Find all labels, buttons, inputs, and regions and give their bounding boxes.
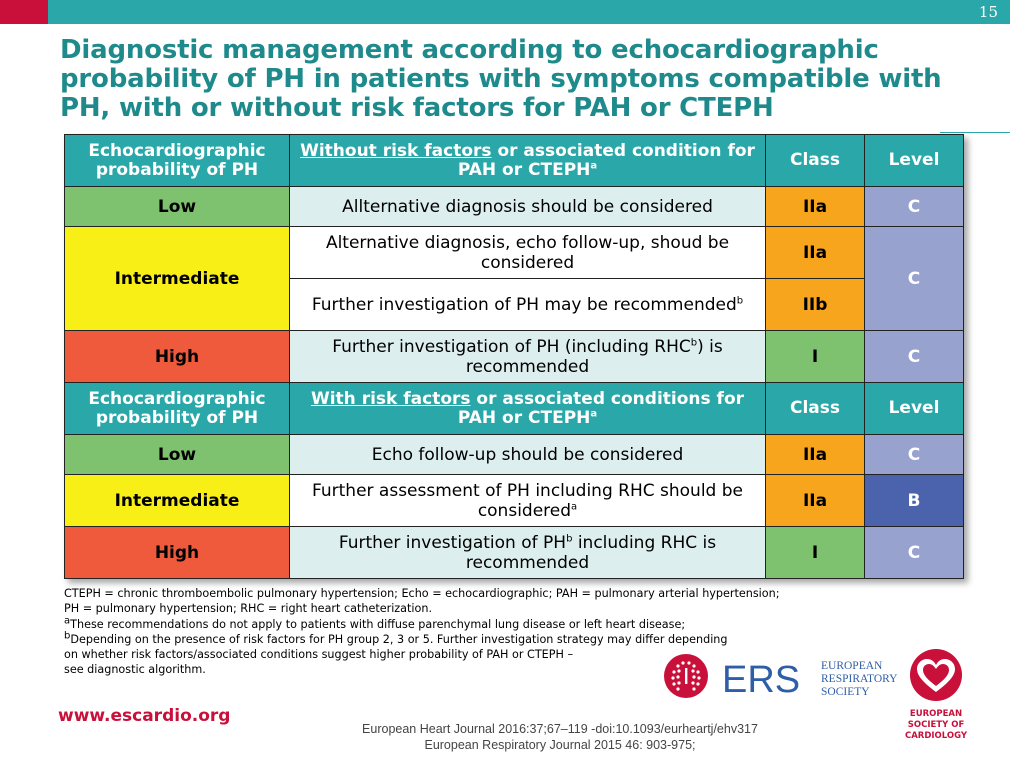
recommendation-sup: b [736, 294, 744, 306]
table2-header-level: Level [865, 383, 964, 435]
table1-header-probability: Echocardiographic probability of PH [65, 135, 290, 187]
table2-row-intermediate [65, 475, 964, 527]
ers-name-line2: RESPIRATORY [821, 673, 898, 685]
table2-row-low [65, 435, 964, 475]
recommendation-text: Further investigation of PH may be recommended [311, 294, 737, 315]
table2-header-row [65, 383, 964, 435]
table2-header-class: Class [766, 383, 865, 435]
table2-header-sup: a [590, 407, 598, 419]
level-cell: B [865, 475, 964, 527]
probability-cell-high: High [65, 331, 290, 383]
footnote-abbreviations-1: CTEPH = chronic thromboembolic pulmonary hypertension; Echo = echocardiographic; PAH = pulmonary arterial hypertension; [64, 587, 780, 600]
table2-header-underlined: With risk factors [310, 388, 471, 409]
footnote-a [64, 614, 894, 632]
level-cell: C [865, 527, 964, 579]
footnote-abbreviations-2: PH = pulmonary hypertension; RHC = right heart catheterization. [64, 602, 433, 616]
table1-header-level: Level [865, 135, 964, 187]
ers-abbrev: ERS [722, 659, 801, 701]
class-cell: IIa [766, 227, 865, 279]
recommendation-cell [290, 279, 766, 331]
probability-cell-intermediate: Intermediate [65, 227, 290, 331]
footnote-b-mark: b [64, 630, 71, 642]
slide-number: 15 [978, 3, 998, 21]
recommendation-cell [290, 475, 766, 527]
class-cell: I [766, 527, 865, 579]
top-bar-accent [0, 0, 48, 24]
table2-header-recommendation [290, 383, 766, 435]
recommendation-sup: a [571, 500, 578, 512]
esc-name-line3: CARDIOLOGY [904, 731, 968, 741]
recommendation-cell [290, 331, 766, 383]
footnote-a-text: These recommendations do not apply to patients with diffuse parenchymal lung disease or left heart disease; [70, 617, 686, 631]
table2-header-rest: or associated conditions for PAH or CTEPH [457, 388, 745, 428]
table1-row-intermediate-1 [65, 227, 964, 279]
recommendation-sup: b [566, 532, 573, 544]
recommendation-sup: b [690, 336, 698, 348]
class-cell: IIb [766, 279, 865, 331]
table1-header-underlined: Without risk factors [300, 140, 492, 161]
level-cell: C [865, 227, 964, 331]
table1-header-row [65, 135, 964, 187]
ers-logo [664, 654, 906, 704]
journal-citation-2: European Respiratory Journal 2015 46: 903-975; [424, 738, 696, 752]
ers-name-line1: EUROPEAN [821, 660, 883, 672]
recommendation-cell [290, 527, 766, 579]
class-cell: IIa [766, 187, 865, 227]
footnote-b-text-1: Depending on the presence of risk factors for PH group 2, 3 or 5. Further investigation strategy may differ depending [70, 632, 728, 646]
top-bar [0, 0, 1010, 24]
esc-name-line2: SOCIETY OF [907, 720, 965, 730]
footnote-b-line-3: see diagnostic algorithm. [64, 663, 206, 677]
recommendation-text-post: ) is recommended [465, 336, 723, 377]
title-divider [940, 132, 1010, 133]
table1-row-low [65, 187, 964, 227]
table1-header-sup: a [590, 159, 598, 171]
esc-logo [902, 648, 972, 758]
journal-citation-1: European Heart Journal 2016:37;67–119 -doi:10.1093/eurheartj/ehv317 [362, 722, 758, 736]
recommendation-cell: Alternative diagnosis, echo follow-up, shoud be considered [290, 227, 766, 279]
table1-header-class: Class [766, 135, 865, 187]
class-cell: IIa [766, 475, 865, 527]
website-link[interactable]: www.escardio.org [58, 706, 231, 726]
esc-name-line1: EUROPEAN [909, 709, 963, 719]
probability-cell-high: High [65, 527, 290, 579]
table2-header-probability: Echocardiographic probability of PH [65, 383, 290, 435]
probability-cell-low: Low [65, 187, 290, 227]
level-cell: C [865, 187, 964, 227]
recommendation-text-pre: Further investigation of PH (including RHC [332, 336, 691, 357]
recommendation-text: Further assessment of PH including RHC should be considered [312, 480, 743, 521]
class-cell: IIa [766, 435, 865, 475]
recommendation-cell: Echo follow-up should be considered [290, 435, 766, 475]
probability-cell-low: Low [65, 435, 290, 475]
table2-row-high [65, 527, 964, 579]
class-cell: I [766, 331, 865, 383]
footnote-a-mark: a [64, 614, 71, 626]
probability-cell-intermediate: Intermediate [65, 475, 290, 527]
recommendations-table [64, 134, 964, 579]
table1-header-rest: or associated condition for PAH or CTEPH [457, 140, 755, 180]
recommendation-text-pre: Further investigation of PH [338, 532, 567, 553]
footnote-b-line-2: on whether risk factors/associated conditions suggest higher probability of PAH or CTEPH – [64, 648, 574, 662]
slide-title: Diagnostic management according to echocardiographic probability of PH in patients with symptoms compatible with PH, with or without risk factors for PAH or CTEPH [60, 35, 942, 123]
level-cell: C [865, 435, 964, 475]
table1-header-recommendation [290, 135, 766, 187]
recommendation-text-post: including RHC is recommended [465, 532, 717, 573]
table1-row-high [65, 331, 964, 383]
recommendation-cell: Allternative diagnosis should be considered [290, 187, 766, 227]
footnote-b [64, 632, 894, 647]
level-cell: C [865, 331, 964, 383]
ers-name-line3: SOCIETY [821, 686, 870, 698]
journal-citations [300, 721, 820, 753]
